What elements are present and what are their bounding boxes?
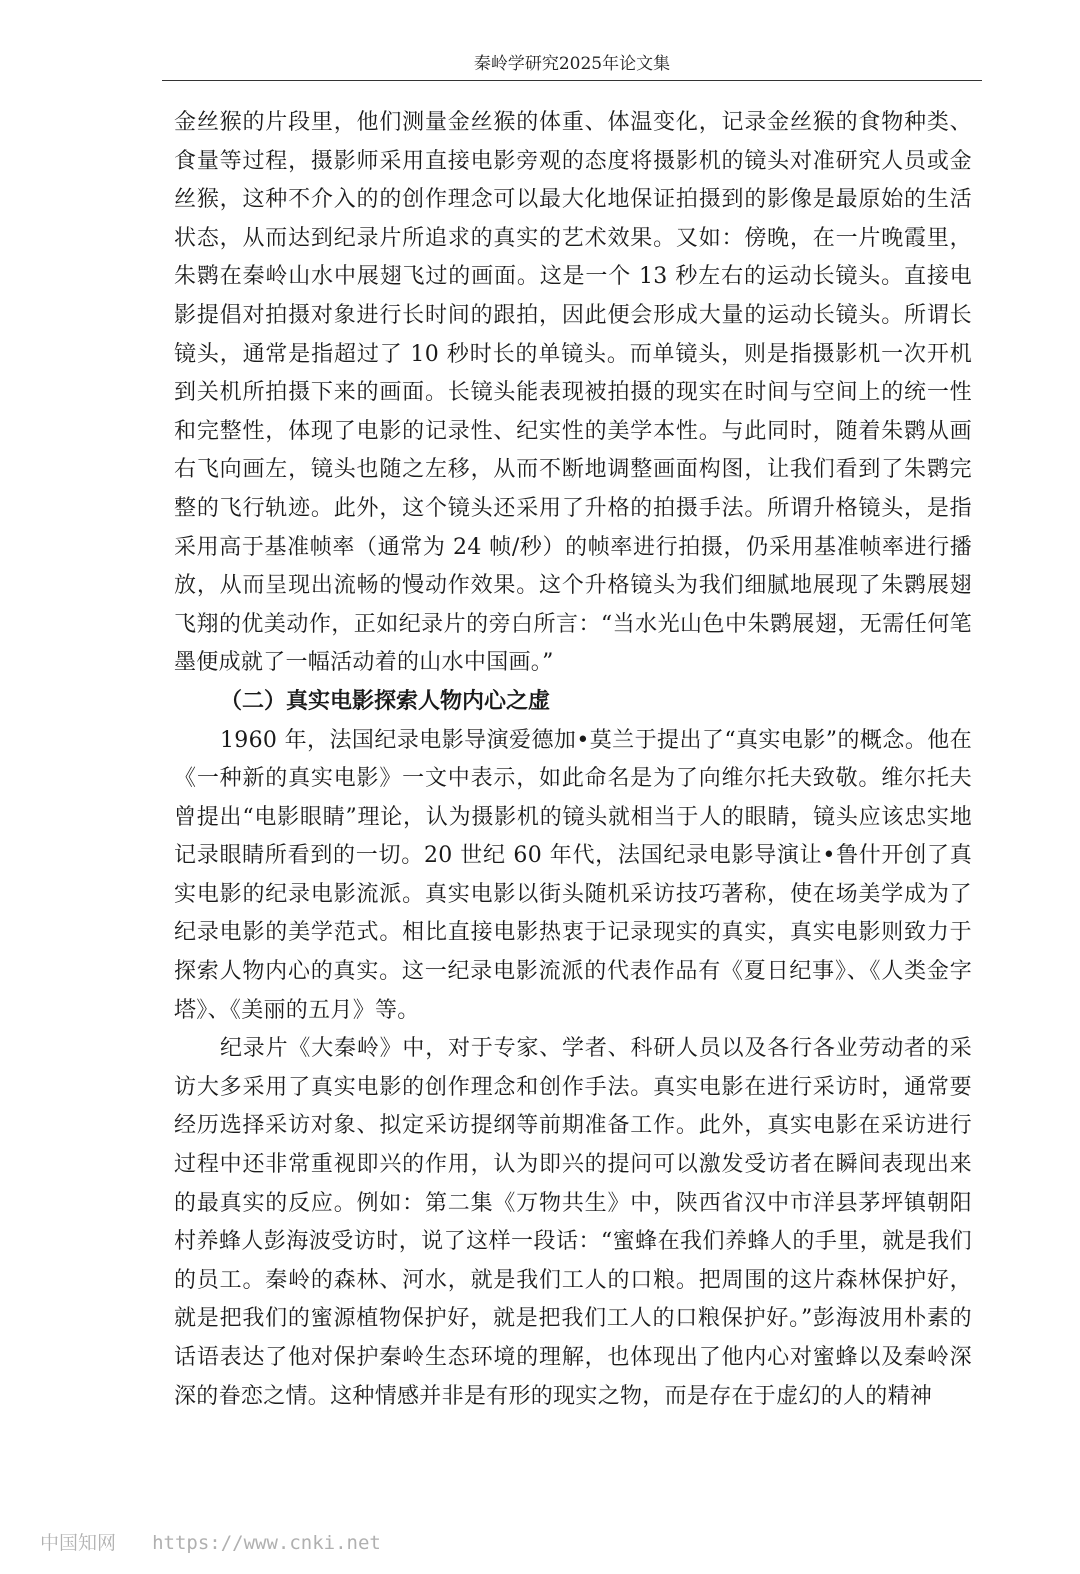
paragraph-documentary-interviews: 纪录片《大秦岭》中，对于专家、学者、科研人员以及各行各业劳动者的采访大多采用了真实电影的创作理念和创作手法。真实电影在进行采访时，通常要经历选择采访对象、拟定采访提纲等前期准备工作。此外，真实电影在采访进行过程中还非常重视即兴的作用，认为即兴的提问可以激发受访者在瞬间表现出来的最真实的反应。例如：第二集《万物共生》中，陕西省汉中市洋县茅坪镇朝阳村养蜂人彭海波受访时，说了这样一段话：“蜜蜂在我们养蜂人的手里，就是我们的员工。秦岭的森林、河水，就是我们工人的口粮。把周围的这片森林保护好，就是把我们的蜜源植物保护好，就是把我们工人的口粮保护好。”彭海波用朴素的话语表达了他对保护秦岭生态环境的理解，也体现出了他内心对蜜蜂以及秦岭深深的眷恋之情。这种情感并非是有形的现实之物，而是存在于虚幻的人的精神 bbox=[174, 1036, 972, 1409]
paragraph-continuation: 金丝猴的片段里，他们测量金丝猴的体重、体温变化，记录金丝猴的食物种类、食量等过程，摄影师采用直接电影旁观的态度将摄影机的镜头对准研究人员或金丝猴，这种不介入的的创作理念可以最大化地保证拍摄到的影像是最原始的生活状态，从而达到纪录片所追求的真实的艺术效果。又如：傍晚，在一片晚霞里，朱鹮在秦岭山水中展翅飞过的画面。这是一个 13 秒左右的运动长镜头。直接电影提倡对拍摄对象进行长时间的跟拍，因此便会形成大量的运动长镜头。所谓长镜头，通常是指超过了 10 秒时长的单镜头。而单镜头，则是指摄影机一次开机到关机所拍摄下来的画面。长镜头能表现被拍摄的现实在时间与空间上的统一性和完整性，体现了电影的记录性、纪实性的美学本性。与此同时，随着朱鹮从画右飞向画左，镜头也随之左移，从而不断地调整画面构图，让我们看到了朱鹮完整的飞行轨迹。此外，这个镜头还采用了升格的拍摄手法。所谓升格镜头，是指采用高于基准帧率（通常为 24 帧/秒）的帧率进行拍摄，仍采用基准帧率进行播放，从而呈现出流畅的慢动作效果。这个升格镜头为我们细腻地展现了朱鹮展翅飞翔的优美动作，正如纪录片的旁白所言：“当水光山色中朱鹮展翅，无需任何笔墨便成就了一幅活动着的山水中国画。” bbox=[174, 110, 972, 676]
cnki-watermark bbox=[40, 1530, 381, 1556]
article-body bbox=[174, 104, 972, 1416]
cnki-url: https://www.cnki.net bbox=[152, 1532, 381, 1554]
paragraph-cinema-verite: 1960 年，法国纪录电影导演爱德加•莫兰于提出了“真实电影”的概念。他在《一种新的真实电影》一文中表示，如此命名是为了向维尔托夫致敬。维尔托夫曾提出“电影眼睛”理论，认为摄影机的镜头就相当于人的眼睛，镜头应该忠实地记录眼睛所看到的一切。20 世纪 60 年代，法国纪录电影导演让•鲁什开创了真实电影的纪录电影流派。真实电影以街头随机采访技巧著称，使在场美学成为了纪录电影的美学范式。相比直接电影热衷于记录现实的真实，真实电影则致力于探索人物内心的真实。这一纪录电影流派的代表作品有《夏日纪事》、《人类金字塔》、《美丽的五月》等。 bbox=[174, 727, 972, 1023]
section-heading: （二）真实电影探索人物内心之虚 bbox=[220, 688, 551, 714]
cnki-site-name: 中国知网 bbox=[40, 1532, 117, 1554]
header-divider bbox=[162, 80, 982, 81]
page-header: 秦岭学研究2025年论文集 bbox=[473, 54, 671, 74]
